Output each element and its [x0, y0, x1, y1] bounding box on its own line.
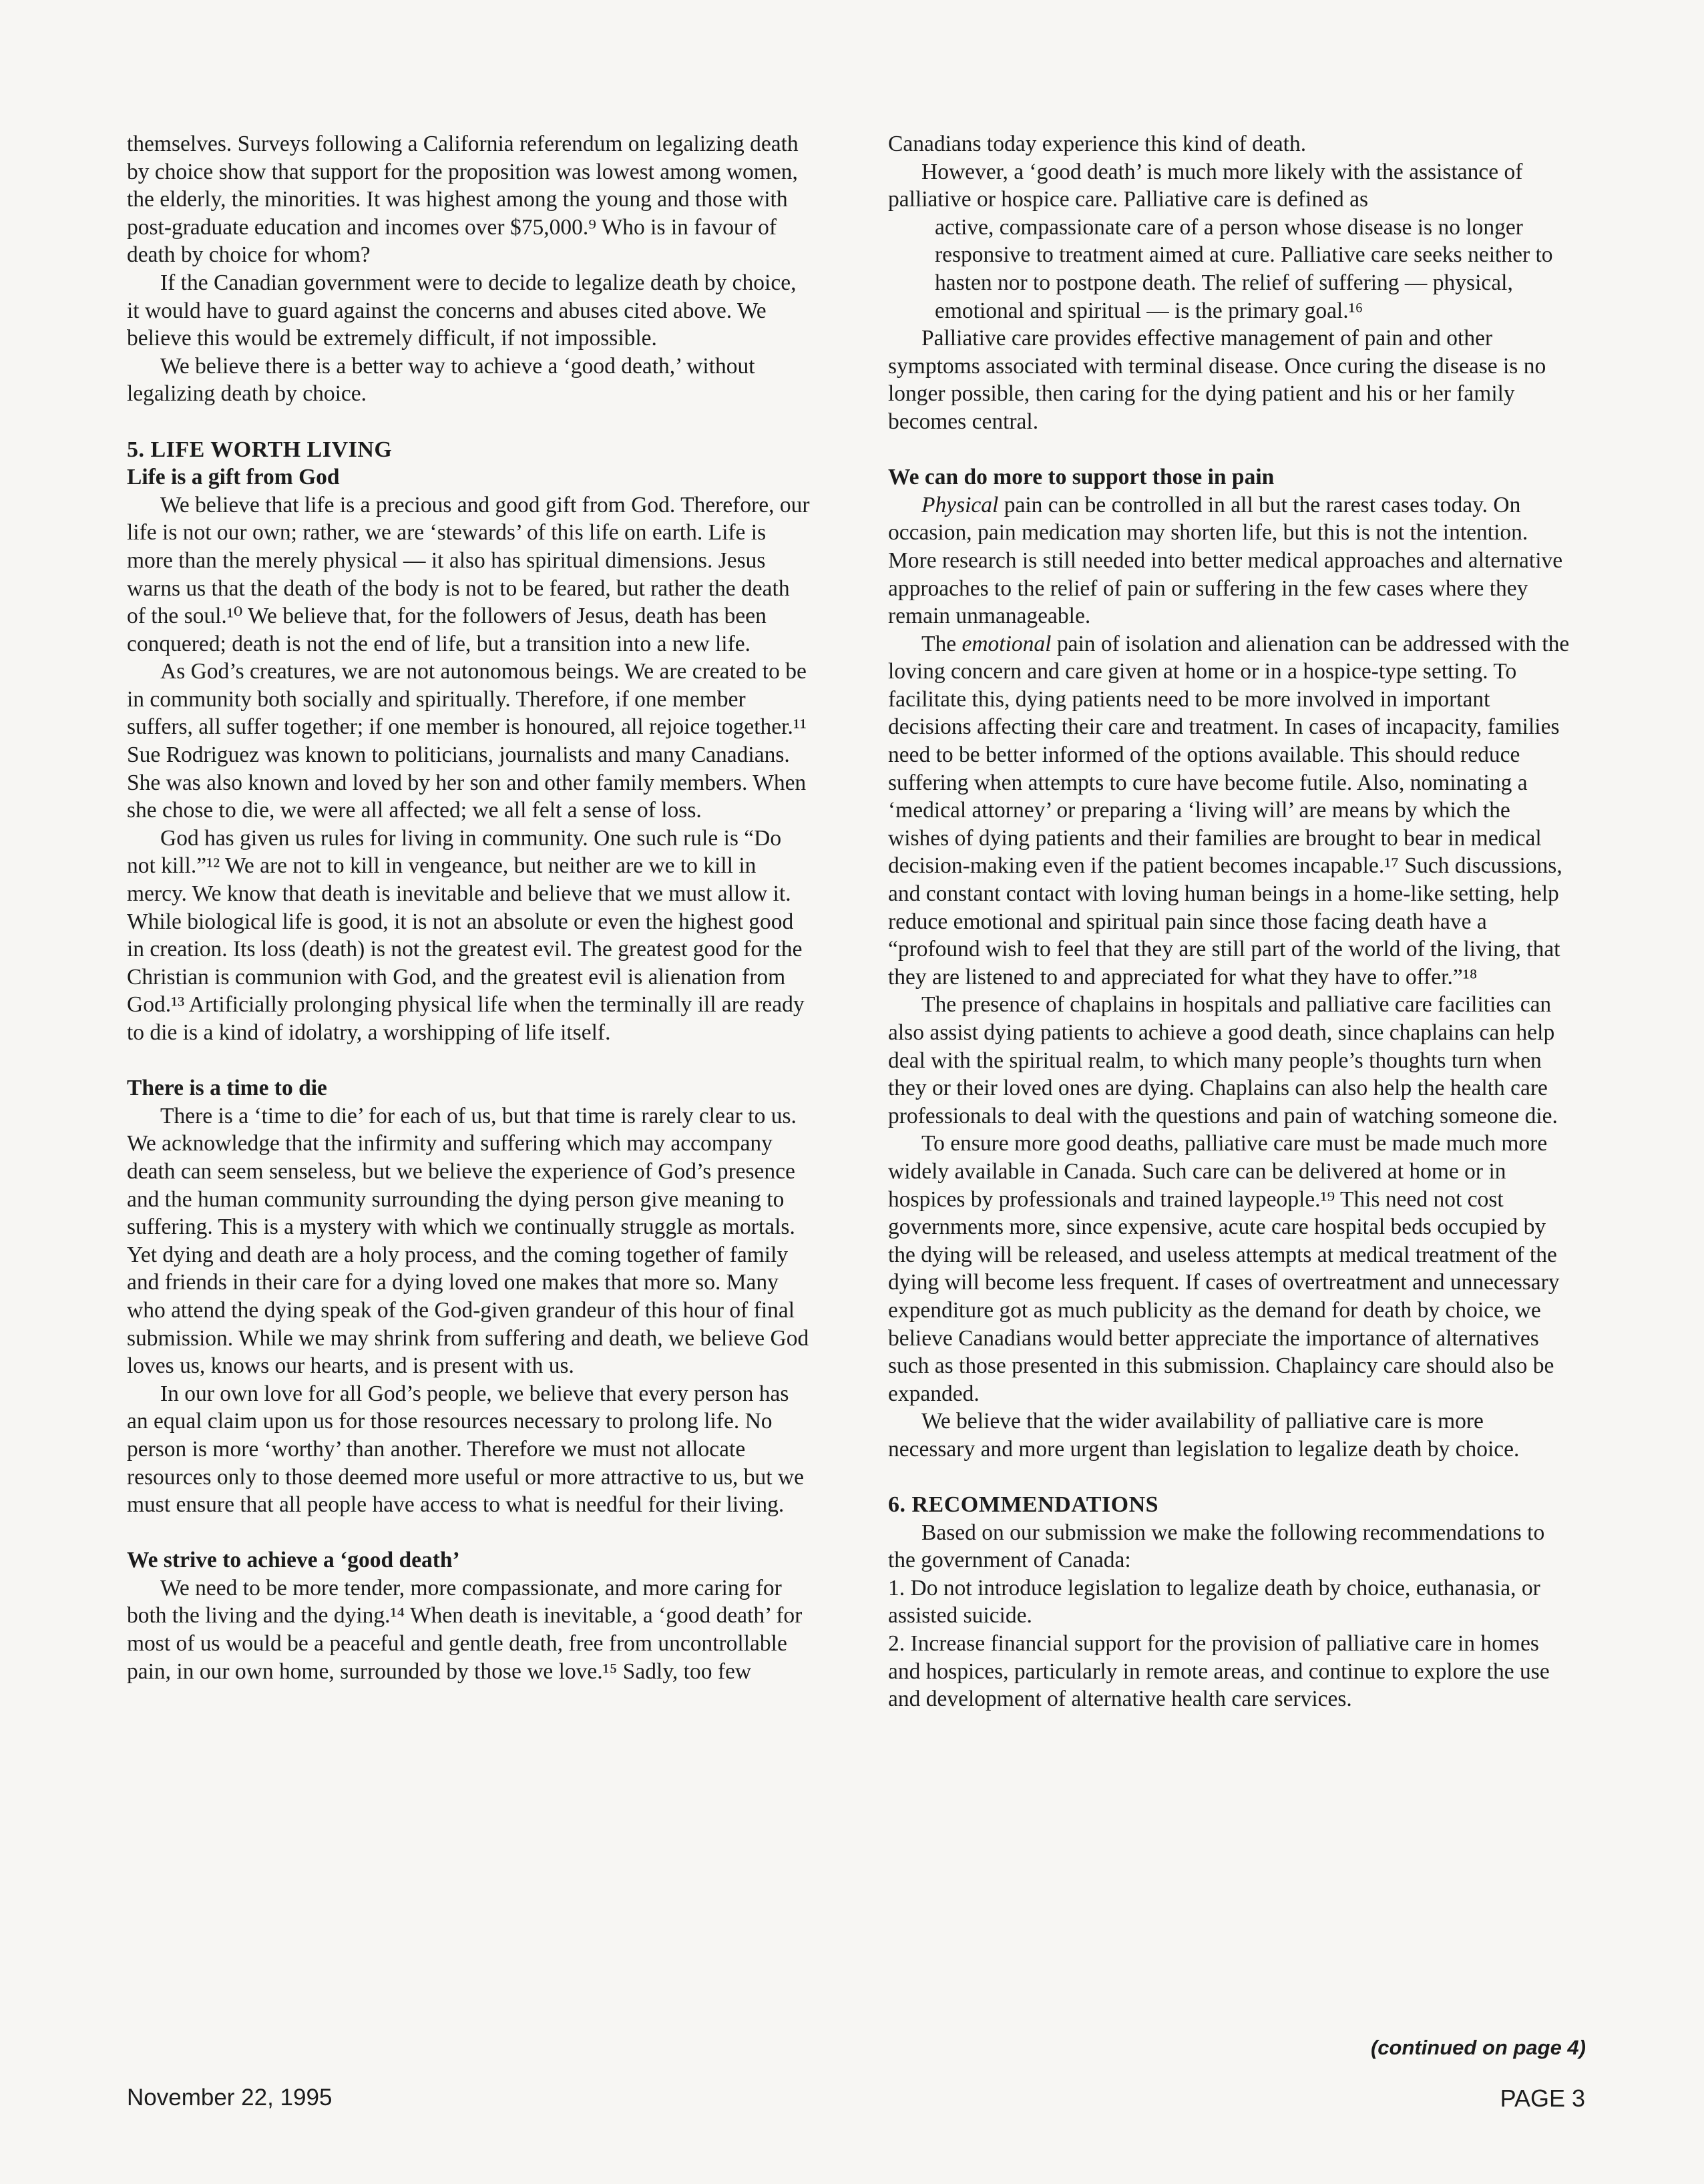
paragraph [888, 630, 1572, 992]
paragraph: There is a ‘time to die’ for each of us, but that time is rarely clear to us. We acknowledge that the infirmity and suffering which may accompany death can seem senseless, but we believe the experience of God’s presence and the human community surrounding the dying person give meaning to suffering. This is a mystery with which we continually struggle as mortals. Yet dying and death are a holy process, and the coming together of family and friends in their care for a dying loved one makes that more so. Many who attend the dying speak of the God-given grandeur of this hour of final submission. While we may shrink from suffering and death, we believe God loves us, knows our hearts, and is present with us. [127, 1103, 809, 1379]
paragraph: If the Canadian government were to decide to legalize death by choice, it would have to guard against the concerns and abuses cited above. We believe this would be extremely difficult, if not impossible. [127, 270, 797, 351]
recommendation-2: 2. Increase financial support for the provision of palliative care in homes and hospices, particularly in remote areas, and continue to explore the use and development of alternative health care services. [888, 1631, 1550, 1712]
paragraph: themselves. Surveys following a California referendum on legalizing death by choice show that support for the proposition was lowest among women, the elderly, the minorities. It was highest among the young and those with post-graduate education and incomes over $75,000.⁹ Who is in favour of death by choice for whom? [127, 132, 799, 268]
paragraph: As God’s creatures, we are not autonomous beings. We are created to be in community both socially and spiritually. Therefore, if one member suffers, all suffer together; if one member is honoured, all rejoice together.¹¹ Sue Rodriguez was known to politicians, journalists and many Canadians. She was also known and loved by her son and other family members. When she chose to die, we were all affected; we all felt a sense of loss. [127, 659, 807, 823]
paragraph-text: pain can be controlled in all but the rarest cases today. On occasion, pain medication may shorten life, but this is not the intention. More research is still needed into better medical approaches and alternative approaches to the relief of pain or suffering in the few cases where they remain unmanageable. [888, 492, 1563, 629]
paragraph: We believe that life is a precious and good gift from God. Therefore, our life is not our own; rather, we are ‘stewards’ of this life on earth. Life is more than the merely physical — it also has spiritual dimensions. Jesus warns us that the death of the body is not to be feared, but rather the death of the soul.¹⁰ We believe that, for the followers of Jesus, death has been conquered; death is not the end of life, but a transition into a new life. [127, 492, 810, 656]
recommendation-1: 1. Do not introduce legislation to legalize death by choice, euthanasia, or assisted suicide. [888, 1575, 1540, 1628]
paragraph: God has given us rules for living in community. One such rule is “Do not kill.”¹² We are not to kill in vengeance, but neither are we to kill in mercy. We know that death is inevitable and believe that we must allow it. While biological life is good, it is not an absolute or even the highest good in creation. Its loss (death) is not the greatest evil. The greatest good for the Christian is communion with God, and the greatest evil is alienation from God.¹³ Artificially prolonging physical life when the terminally ill are ready to die is a kind of idolatry, a worshipping of life itself. [127, 825, 805, 1045]
paragraph: The presence of chaplains in hospitals and palliative care facilities can also assist dying patients to achieve a good death, since chaplains can help deal with the spiritual realm, to which many people’s thoughts turn when they or their loved ones are dying. Chaplains can also help the health care professionals to deal with the questions and pain of watching someone die. [888, 992, 1558, 1128]
paragraph: In our own love for all God’s people, we believe that every person has an equal claim upon us for those resources necessary to prolong life. No person is more ‘worthy’ than another. Therefore we must not allocate resources only to those deemed more useful or more attractive to us, but we must ensure that all people have access to what is needful for their living. [127, 1381, 804, 1518]
paragraph: Based on our submission we make the following recommendations to the government of Canada: [888, 1520, 1545, 1573]
subheading-good-death: We strive to achieve a ‘good death’ [127, 1548, 460, 1573]
paragraph-text: The [921, 631, 962, 656]
emphasis: Physical [921, 492, 999, 517]
paragraph-text: pain of isolation and alienation can be addressed with the loving concern and care given at home or in a hospice-type setting. To facilitate this, dying patients need to be more involved in important decisions affecting their care and treatment. In cases of incapacity, families need to be better informed of the options available. This should reduce suffering when attempts to cure have become futile. Also, nominating a ‘medical attorney’ or preparing a ‘living will’ are means by which the wishes of dying patients and their families are brought to bear in medical decision-making even if the patient becomes incapable.¹⁷ Such discussions, and constant contact with loving human beings in a home-like setting, help reduce emotional and spiritual pain since those facing death have a “profound wish to feel that they are still part of the world of the living, that they are listened to and appreciated for what they have to offer.”¹⁸ [888, 631, 1570, 990]
paragraph: To ensure more good deaths, palliative care must be made much more widely available in Canada. Such care can be delivered at home or in hospices by professionals and trained laypeople.¹⁹ This need not cost governments more, since expensive, acute care hospital beds occupied by the dying will be released, and useless attempts at medical treatment of the dying will become less frequent. If cases of overtreatment and unnecessary expenditure got as much publicity as the demand for death by choice, we believe Canadians would better appreciate the importance of alternatives such as those presented in this submission. Chaplaincy care should also be expanded. [888, 1131, 1560, 1406]
emphasis: emotional [962, 631, 1052, 656]
section-heading-6: 6. RECOMMENDATIONS [888, 1492, 1159, 1518]
right-column [888, 130, 1572, 1713]
footer-date: November 22, 1995 [127, 2085, 333, 2111]
continued-note: (continued on page 4) [1370, 2036, 1586, 2059]
paragraph: However, a ‘good death’ is much more likely with the assistance of palliative or hospice care. Palliative care is defined as [888, 159, 1523, 212]
paragraph: We believe that the wider availability of palliative care is more necessary and more urgent than legislation to legalize death by choice. [888, 1409, 1520, 1462]
section-heading-5: 5. LIFE WORTH LIVING [127, 437, 393, 462]
left-column [127, 130, 811, 1685]
block-quote: active, compassionate care of a person whose disease is no longer responsive to treatment aimed at cure. Palliative care seeks neither to hasten nor to postpone death. The relief of suffering — physical, emotional and spiritual — is the primary goal.¹⁶ [935, 214, 1553, 323]
page-number: PAGE 3 [1500, 2085, 1585, 2112]
subheading-pain: We can do more to support those in pain [888, 465, 1275, 490]
paragraph [888, 491, 1572, 630]
paragraph: We believe there is a better way to achieve a ‘good death,’ without legalizing death by choice. [127, 353, 755, 407]
paragraph: Canadians today experience this kind of death. [888, 132, 1307, 156]
paragraph: Palliative care provides effective management of pain and other symptoms associated with terminal disease. Once curing the disease is no longer possible, then caring for the dying patient and his or her family becomes central. [888, 326, 1546, 434]
paragraph: We need to be more tender, more compassionate, and more caring for both the living and the dying.¹⁴ When death is inevitable, a ‘good death’ for most of us would be a peaceful and gentle death, free from uncontrollable pain, in our own home, surrounded by those we love.¹⁵ Sadly, too few [127, 1575, 803, 1684]
subheading-gift: Life is a gift from God [127, 465, 340, 490]
subheading-time: There is a time to die [127, 1076, 327, 1101]
